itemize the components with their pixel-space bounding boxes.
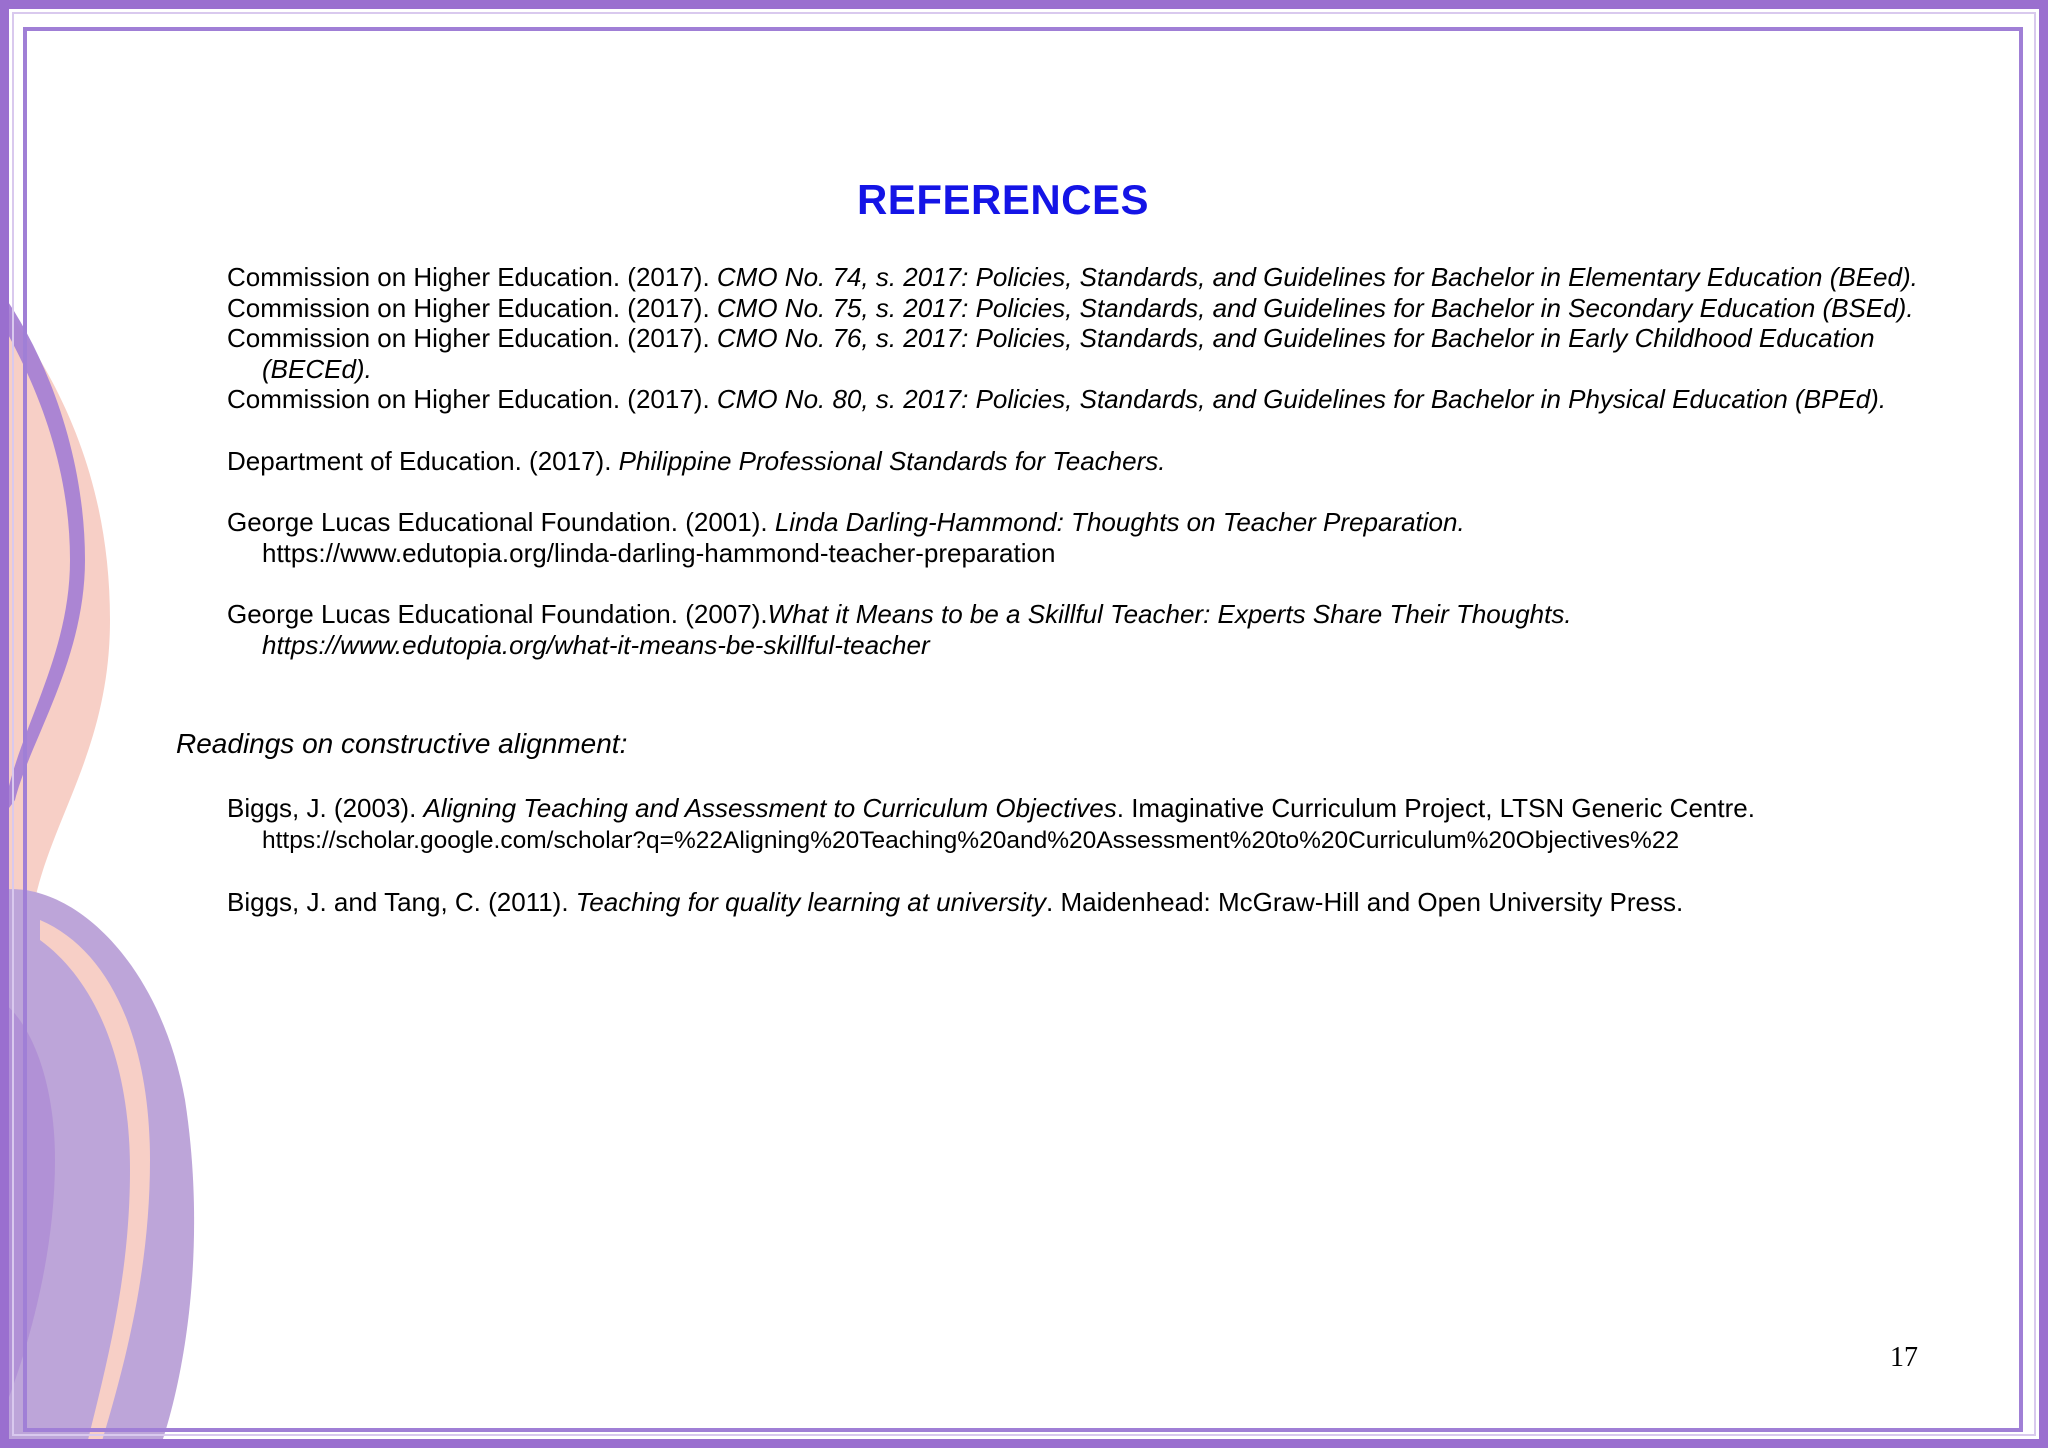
reference-entry	[227, 262, 1987, 293]
reference-entry	[227, 446, 1987, 477]
readings-list	[227, 793, 2017, 918]
reference-author: Commission on Higher Education. (2017).	[227, 323, 717, 353]
reference-title: CMO No. 75, s. 2017: Policies, Standards, and Guidelines for Bachelor in Secondary Education (BSEd).	[716, 292, 1914, 323]
reference-title: What it Means to be a Skillful Teacher: Experts Share Their Thoughts.	[767, 599, 1572, 629]
reading-entry	[227, 793, 2017, 856]
reference-entry	[227, 599, 1987, 660]
reading-url[interactable]: https://scholar.google.com/scholar?q=%22Aligning%20Teaching%20and%20Assessment%20to%20Curriculum%20Objectives%22	[262, 826, 1680, 854]
reference-author: George Lucas Educational Foundation. (2007).	[227, 599, 768, 629]
reference-author: George Lucas Educational Foundation. (2001).	[227, 507, 775, 537]
page-title: REFERENCES	[856, 176, 1150, 223]
reading-author: Biggs, J. (2003).	[227, 793, 424, 823]
reading-title: Teaching for quality learning at university	[575, 887, 1046, 917]
reference-author: Department of Education. (2017).	[227, 445, 619, 476]
page-number: 17	[1890, 1342, 1918, 1373]
reference-author: Commission on Higher Education. (2017).	[227, 262, 717, 292]
reference-entry	[227, 384, 1987, 415]
reference-list	[227, 262, 1987, 660]
reference-author: Commission on Higher Education. (2017).	[227, 292, 717, 323]
reference-title: CMO No. 74, s. 2017: Policies, Standards, and Guidelines for Bachelor in Elementary Education (BEed).	[716, 262, 1918, 292]
reading-publisher: . Maidenhead: McGraw-Hill and Open University Press.	[1046, 887, 1684, 917]
reading-author: Biggs, J. and Tang, C. (2011).	[227, 887, 576, 917]
reference-entry	[227, 507, 1987, 568]
reference-title: CMO No. 80, s. 2017: Policies, Standards, and Guidelines for Bachelor in Physical Education (BPEd).	[716, 384, 1887, 414]
readings-heading: Readings on constructive alignment:	[176, 728, 628, 759]
reference-url[interactable]: https://www.edutopia.org/what-it-means-be-skillful-teacher	[262, 629, 930, 660]
reference-entry	[227, 323, 1987, 384]
reference-title: CMO No. 76, s. 2017: Policies, Standards, and Guidelines for Bachelor in Early Childhood Education (BECEd).	[262, 323, 1875, 384]
reading-title: Aligning Teaching and Assessment to Curriculum Objectives	[423, 793, 1117, 823]
reading-entry	[227, 887, 2017, 918]
reference-author: Commission on Higher Education. (2017).	[227, 384, 717, 414]
reference-title: Philippine Professional Standards for Teachers.	[618, 445, 1166, 476]
reference-title: Linda Darling-Hammond: Thoughts on Teacher Preparation.	[774, 507, 1465, 537]
reference-url[interactable]: https://www.edutopia.org/linda-darling-hammond-teacher-preparation	[262, 537, 1056, 568]
reference-entry	[227, 293, 1987, 324]
reading-publisher: . Imaginative Curriculum Project, LTSN Generic Centre.	[1116, 793, 1755, 823]
